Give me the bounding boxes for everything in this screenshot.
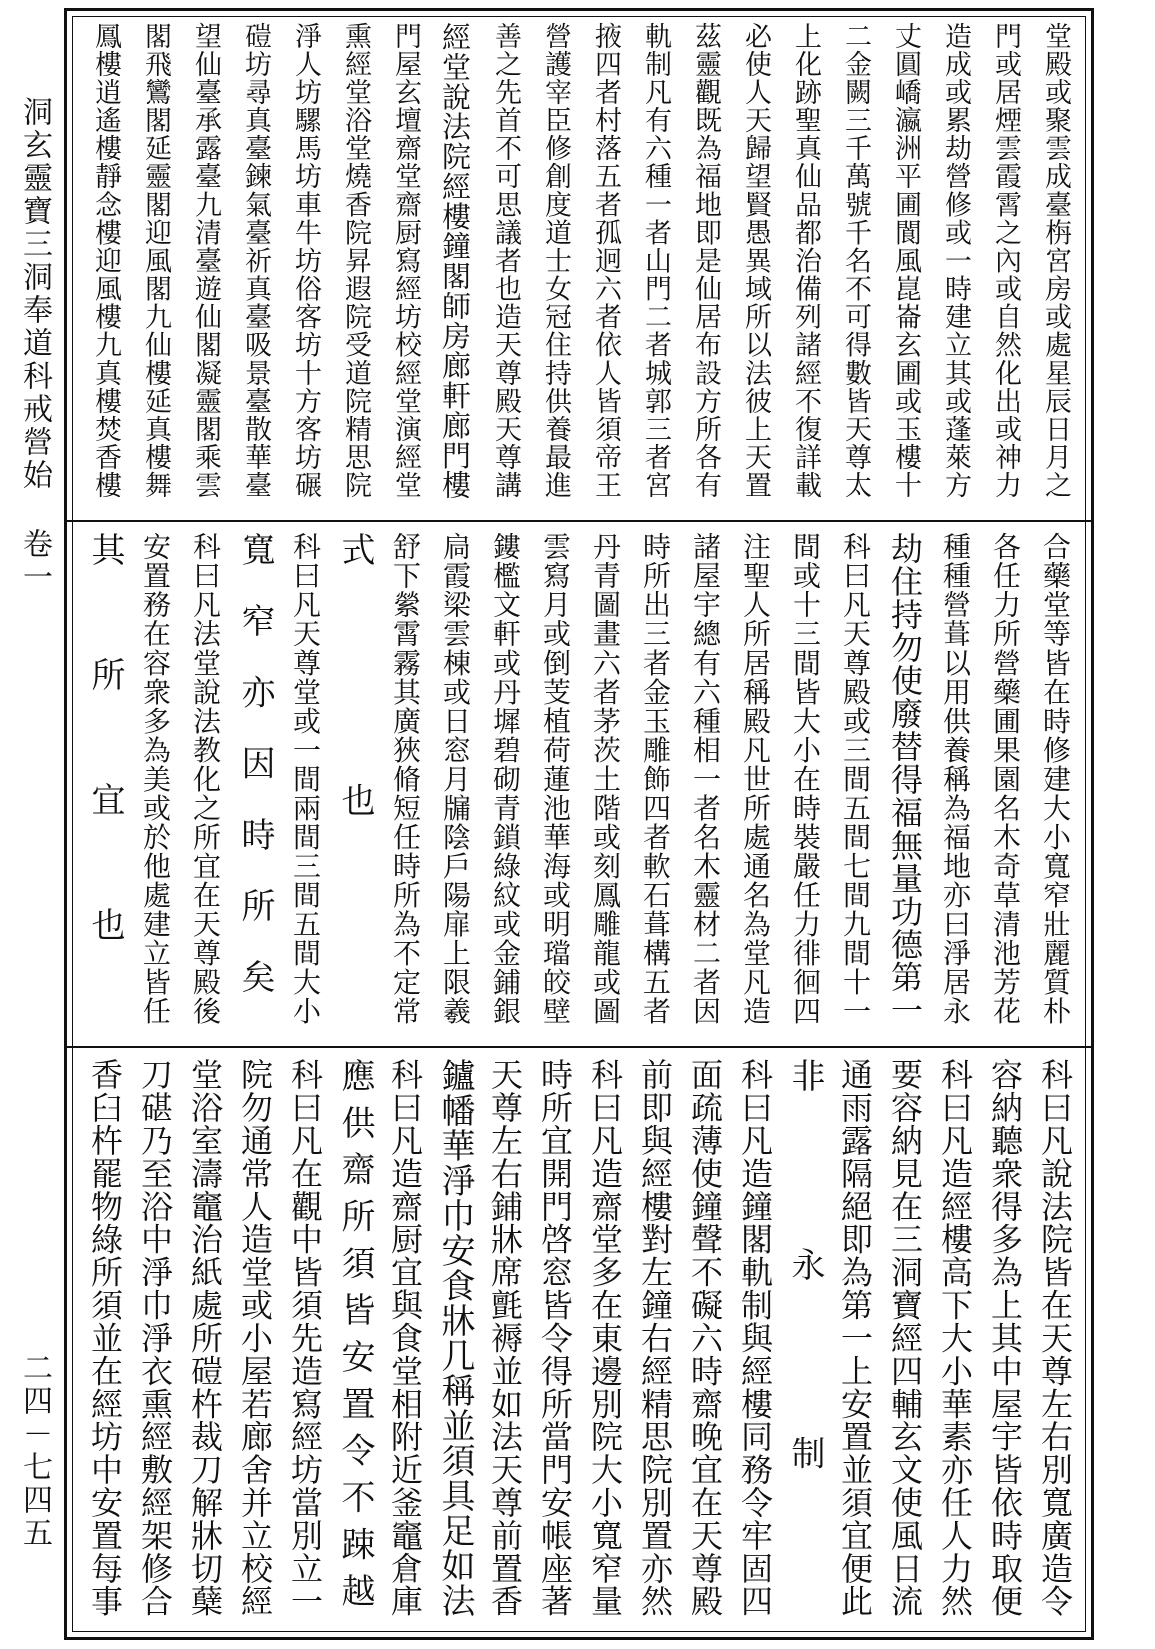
- text-column: 科曰凡天尊殿或三間五間七間九間十一: [839, 532, 872, 1026]
- text-column: 非永制: [785, 1058, 825, 1625]
- text-column: 寬窄亦因時所矣: [235, 532, 275, 1031]
- text-column: 淨人坊騾馬坊車牛坊俗客坊十方客坊碾: [290, 22, 321, 500]
- text-column: 閣飛鸞閣延靈閣迎風閣九仙樓延真樓舞: [140, 22, 171, 500]
- text-column: 通雨露隔絕即為第一上安置並須宜便此: [836, 1058, 874, 1618]
- text-column: 熏經堂浴堂燒香院昇遐院受道院精思院: [340, 22, 371, 500]
- text-column: 營護宰臣修創度道士女冠住持供養最進: [540, 22, 571, 500]
- text-column: 天尊左右鋪牀席氈褥並如法天尊前置香: [486, 1058, 524, 1618]
- text-column: 二金闕三千萬號千名不可得數皆天尊太: [840, 22, 871, 500]
- text-column: 必使人天歸望賢愚異域所以法彼上天置: [740, 22, 771, 500]
- margin-title: 洞玄靈寶三洞奉道科戒營始: [17, 96, 52, 492]
- text-column: 面疏薄使鐘聲不礙六時齋晚宜在天尊殿: [686, 1058, 724, 1618]
- text-column: 科曰凡造齋厨宜與食堂相附近釜竈倉庫: [386, 1058, 424, 1618]
- text-column: 種種營葺以用供養稱為福地亦曰淨居永: [939, 532, 972, 1026]
- text-column: 掖四者村落五者孤迥六者依人皆須帝王: [590, 22, 621, 500]
- text-column: 式也: [335, 532, 375, 1033]
- text-column: 經堂說法院經樓鐘閣師房廊軒廊門樓: [438, 22, 472, 500]
- text-column: 科曰凡造鐘閣軌制與經樓同務令牢固四: [736, 1058, 774, 1618]
- text-column: 雲寫月或倒芰植荷蓮池華海或明璫皎壁: [539, 532, 572, 1026]
- text-column: 鑪幡華淨巾安食牀几稱並須具足如法: [435, 1058, 475, 1618]
- text-column: 科曰凡說法院皆在天尊左右別寬廣造令: [1036, 1058, 1074, 1618]
- margin-volume: 卷一: [17, 528, 52, 594]
- text-column: 香臼杵罷物綠所須並在經坊中安置每事: [86, 1058, 124, 1618]
- text-panel-middle: [80, 532, 1080, 1038]
- text-column: 劫住持勿使廢替得福無量功德第一: [886, 532, 924, 1027]
- text-column: 要容納見在三洞寶經四輔玄文使風日流: [886, 1058, 924, 1618]
- text-column: 刀碪乃至浴中淨巾淨衣熏經敷經架修合: [136, 1058, 174, 1618]
- text-column: 鳳樓逍遙樓靜念樓迎風樓九真樓焚香樓: [90, 22, 121, 500]
- margin-page-number: 二四－七四五: [17, 1352, 52, 1550]
- text-column: 門屋玄壇齋堂齋厨寫經坊校經堂演經堂: [390, 22, 421, 500]
- text-column: 注聖人所居稱殿凡世所處通名為堂凡造: [739, 532, 772, 1026]
- text-column: 磑坊尋真臺鍊氣臺祈真臺吸景臺散華臺: [240, 22, 271, 500]
- text-column: 軌制凡有六種一者山門二者城郭三者宮: [640, 22, 671, 500]
- text-column: 茲靈觀既為福地即是仙居布設方所各有: [690, 22, 721, 500]
- text-column: 望仙臺承露臺九清臺遊仙閣凝靈閣乘雲: [190, 22, 221, 500]
- text-column: 堂浴室濤竈治紙處所磑杵裁刀解牀切蘖: [186, 1058, 224, 1618]
- text-panel-top: [80, 22, 1080, 512]
- text-column: 各任力所營藥圃果園名木奇草清池芳花: [989, 532, 1022, 1026]
- panel-divider-1: [64, 520, 1094, 522]
- text-column: 扃霞梁雲棟或日窓月牖陰戶陽扉上限羲: [439, 532, 472, 1026]
- text-column: 諸屋宇總有六種相一者名木靈材二者因: [689, 532, 722, 1026]
- text-column: 科曰凡造齋堂多在東邊別院大小寬窄量: [586, 1058, 624, 1618]
- text-column: 科曰凡在觀中皆須先造寫經坊當別立一: [286, 1058, 324, 1618]
- text-panel-bottom: [80, 1058, 1080, 1630]
- text-column: 安置務在容衆多為美或於他處建立皆任: [139, 532, 172, 1026]
- text-column: 善之先首不可思議者也造天尊殿天尊講: [490, 22, 521, 500]
- text-column: 門或居煙雲霞霄之內或自然化出或神力: [990, 22, 1021, 500]
- text-column: 間或十三間皆大小在時裝嚴任力徘徊四: [789, 532, 822, 1026]
- text-column: 堂殿或聚雲成臺栴宮房或處星辰日月之: [1040, 22, 1071, 500]
- text-column: 造成或累劫營修或一時建立其或蓬萊方: [940, 22, 971, 500]
- panel-divider-2: [64, 1046, 1094, 1048]
- text-column: 應供齋所須皆安置令不踈越: [335, 1058, 375, 1620]
- text-column: 容納聽衆得多為上其中屋宇皆依時取便: [986, 1058, 1024, 1618]
- text-column: 科曰凡天尊堂或一間兩間三間五間大小: [289, 532, 322, 1026]
- text-column: 時所宜開門啓窓皆令得所當門安帳座著: [536, 1058, 574, 1618]
- text-column: 前即與經樓對左鐘右經精思院別置亦然: [636, 1058, 674, 1618]
- text-column: 舒下縈霄霧其廣狹脩短任時所為不定常: [389, 532, 422, 1026]
- text-column: 丹青圖畫六者茅茨土階或刻鳳雕龍或圖: [589, 532, 622, 1026]
- text-column: 上化跡聖真仙品都治備列諸經不復詳載: [790, 22, 821, 500]
- text-column: 科曰凡法堂說法教化之所宜在天尊殿後: [189, 532, 222, 1026]
- text-column: 丈圓嶠瀛洲平圃閬風崑崙玄圃或玉樓十: [890, 22, 921, 500]
- text-column: 科曰凡造經樓高下大小華素亦任人力然: [936, 1058, 974, 1618]
- text-column: 時所出三者金玉雕飾四者軟石葺構五者: [639, 532, 672, 1026]
- text-column: 鏤檻文軒或丹墀碧砌青鎖綠紋或金鋪銀: [489, 532, 522, 1026]
- text-column: 其所宜也: [85, 532, 125, 1032]
- text-column: 合藥堂等皆在時修建大小寬窄壯麗質朴: [1039, 532, 1072, 1026]
- text-column: 院勿通常人造堂或小屋若廊舍并立校經: [236, 1058, 274, 1618]
